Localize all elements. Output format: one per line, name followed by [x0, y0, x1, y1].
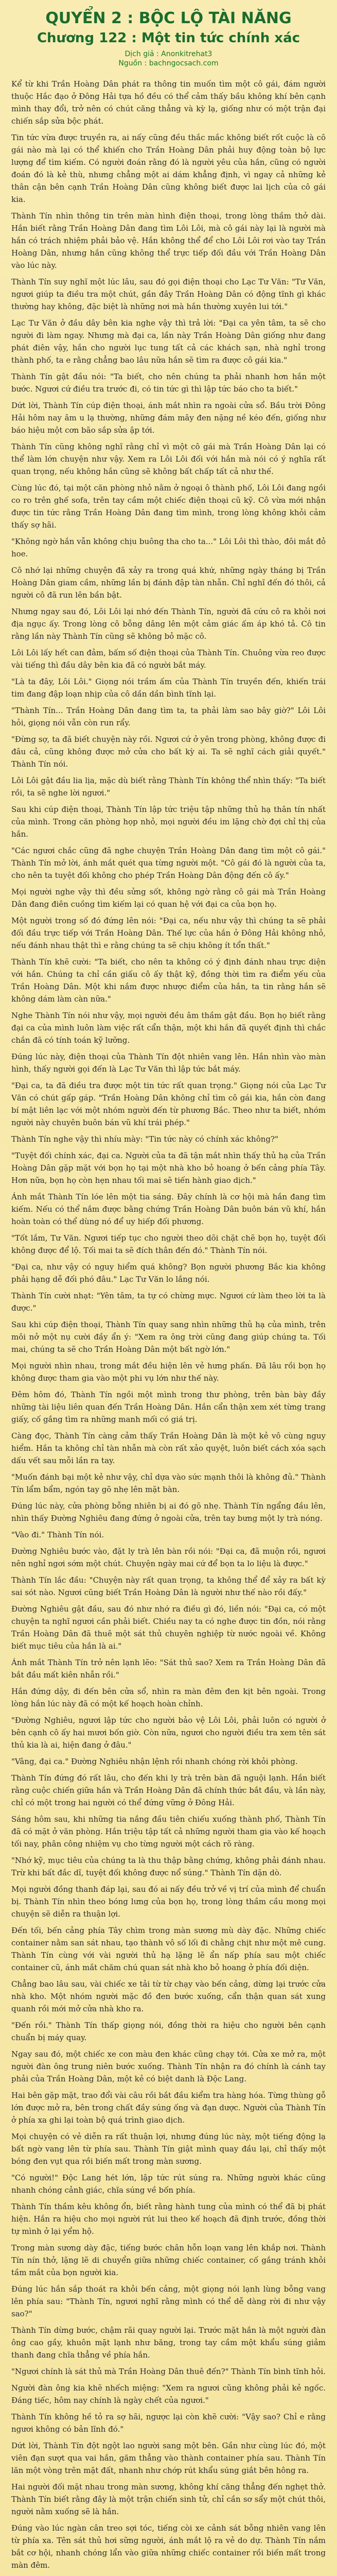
paragraph: Thành Tín không hề tỏ ra sợ hãi, ngược lại còn khẽ cười: "Vậy sao? Chỉ e rằng ngươi không có bản lĩnh đó.": [11, 2412, 326, 2434]
paragraph: "Đường Nghiêu, ngươi lập tức cho người bảo vệ Lôi Lôi, phải luôn có người ở bên cạnh cô ấy hai mươi bốn giờ. Còn nữa, ngươi cho người điều tra xem tên sát thủ kia là ai, hiện đang ở đâu.": [11, 1716, 326, 1750]
chapter-body: [0, 69, 337, 2576]
paragraph: Hắn đứng dậy, đi đến bên cửa sổ, nhìn ra màn đêm đen kịt bên ngoài. Trong lòng hắn lúc này đã có một kế hoạch hoàn chỉnh.: [11, 1687, 326, 1708]
chapter-title: Chương 122 : Một tin tức chính xác: [37, 30, 300, 46]
paragraph: Đúng vào lúc ngàn cân treo sợi tóc, tiếng còi xe cảnh sát bỗng nhiên vang lên từ phía xa. Tên sát thủ hơi sững người, ánh mắt lộ ra vẻ do dự. Thành Tín nắm bắt cơ hội, nhanh chóng lẩn vào giữa những chiếc container rồi biến mất trong màn đêm.: [11, 2523, 326, 2570]
paragraph: Đúng lúc hắn sắp thoát ra khỏi bến cảng, một giọng nói lạnh lùng bỗng vang lên phía sau: "Thành Tín, ngươi nghĩ rằng mình có thể dễ dàng rời đi như vậy sao?": [11, 2284, 326, 2318]
paragraph: "Các ngươi chắc cũng đã nghe chuyện Trần Hoàng Dân đang tìm một cô gái." Thành Tín mở lời, ánh mắt quét qua từng người một. "Cô gái đó là người của ta, cho nên ta tuyệt đối không cho phép Trần Hoàng Dân động đến cô ấy.": [11, 846, 326, 880]
paragraph: Ánh mắt Thành Tín trở nên lạnh lẽo: "Sát thủ sao? Xem ra Trần Hoàng Dân đã bắt đầu mất kiên nhẫn rồi.": [11, 1658, 326, 1680]
translator-credit: Dịch giả : Anonkitrehat3: [125, 50, 212, 58]
paragraph: Đường Nghiêu gật đầu, sau đó như nhớ ra điều gì đó, liền nói: "Đại ca, có một chuyện ta nghĩ ngươi cần phải biết. Chiều nay ta có nghe được tin đồn, nói rằng Trần Hoàng Dân đã thuê một sát thủ chuyên nghiệp từ nước ngoài về. Không biết mục tiêu của hắn là ai.": [11, 1604, 326, 1651]
paragraph: Một người trong số đó đứng lên nói: "Đại ca, nếu như vậy thì chúng ta sẽ phải đối đầu trực tiếp với Trần Hoàng Dân. Thế lực của hắn ở Đông Hải không nhỏ, nếu đánh nhau thật thì e rằng chúng ta sẽ chịu không ít tổn thất.": [11, 916, 326, 950]
paragraph: Mọi người nghe vậy thì đều sửng sốt, không ngờ rằng cô gái mà Trần Hoàng Dân đang điên cuồng tìm kiếm lại có quan hệ với đại ca của bọn họ.: [11, 887, 326, 909]
paragraph: "Thành Tín... Trần Hoàng Dân đang tìm ta, ta phải làm sao bây giờ?" Lôi Lôi hỏi, giọng nói vẫn còn run rẩy.: [11, 706, 326, 727]
paragraph: Thành Tín khẽ cười: "Ta biết, cho nên ta không có ý định đánh nhau trực diện với hắn. Chúng ta chỉ cần giấu cô ấy thật kỹ, đồng thời tìm ra điểm yếu của Trần Hoàng Dân. Một khi nắm được nhược điểm của hắn, ta tin rằng hắn sẽ không dám làm càn nữa.": [11, 957, 326, 1004]
paragraph: "Đại ca, như vậy có nguy hiểm quá không? Bọn người phương Bắc kia không phải hạng dễ đối phó đâu." Lạc Tư Văn lo lắng nói.: [11, 1262, 326, 1284]
paragraph: Đúng lúc này, điện thoại của Thành Tín đột nhiên vang lên. Hắn nhìn vào màn hình, thấy người gọi đến là Lạc Tư Văn thì lập tức bắt máy.: [11, 1052, 326, 1074]
paragraph: Người đàn ông kia khẽ nhếch miệng: "Xem ra ngươi cũng không phải kẻ ngốc. Đáng tiếc, hôm nay chính là ngày chết của ngươi.": [11, 2383, 326, 2405]
paragraph: Thành Tín dừng bước, chậm rãi quay người lại. Trước mặt hắn là một người đàn ông cao gầy, khuôn mặt lạnh như băng, trong tay cầm một khẩu súng giảm thanh đang chĩa thẳng về phía hắn.: [11, 2326, 326, 2360]
paragraph: "Đến rồi." Thành Tín thấp giọng nói, đồng thời ra hiệu cho người bên cạnh chuẩn bị máy quay.: [11, 2021, 326, 2042]
paragraph: Cùng lúc đó, tại một căn phòng nhỏ nằm ở ngoại ô thành phố, Lôi Lôi đang ngồi co ro trên ghế sofa, trên tay cầm một chiếc điện thoại cũ kỹ. Cô vừa mới nhận được tin tức rằng Trần Hoàng Dân đang tìm mình, trong lòng không khỏi cảm thấy sợ hãi.: [11, 483, 326, 530]
paragraph: Trong màn sương dày đặc, tiếng bước chân hỗn loạn vang lên khắp nơi. Thành Tín nín thở, lặng lẽ di chuyển giữa những chiếc container, cố gắng tránh khỏi tầm mắt của bọn người kia.: [11, 2243, 326, 2277]
paragraph: Tin tức vừa được truyền ra, ai nấy cũng đều thắc mắc không biết rốt cuộc là cô gái nào mà lại có thể khiến cho Trần Hoàng Dân phải huy động toàn bộ lực lượng để tìm kiếm. Có người đoán rằng đó là người yêu của hắn, cũng có người đoán đó là kẻ thù, nhưng chẳng một ai dám khẳng định, vì ngay cả những kẻ thân cận bên cạnh Trần Hoàng Dân cũng không biết được lai lịch của cô gái kia.: [11, 133, 326, 204]
paragraph: "Tuyệt đối chính xác, đại ca. Người của ta đã tận mắt nhìn thấy thủ hạ của Trần Hoàng Dân gặp mặt với bọn họ tại một nhà kho bỏ hoang ở bến cảng phía Tây. Hơn nữa, bọn họ còn hẹn nhau tối mai sẽ tiến hành giao dịch.": [11, 1151, 326, 1185]
paragraph: Thành Tín nghe vậy thì nhíu mày: "Tin tức này có chính xác không?": [11, 1134, 278, 1144]
paragraph: Đúng lúc này, cửa phòng bỗng nhiên bị ai đó gõ nhẹ. Thành Tín ngẩng đầu lên, nhìn thấy Đường Nghiêu đang đứng ở ngoài cửa, trên tay bưng một ly trà nóng.: [11, 1501, 326, 1523]
paragraph: Sau khi cúp điện thoại, Thành Tín lập tức triệu tập những thủ hạ thân tín nhất của mình. Trong căn phòng họp nhỏ, mọi người đều im lặng chờ đợi chỉ thị của hắn.: [11, 805, 326, 839]
paragraph: "Không ngờ hắn vẫn không chịu buông tha cho ta..." Lôi Lôi thì thào, đôi mắt đỏ hoe.: [11, 537, 326, 558]
paragraph: Thành Tín cũng không nghĩ rằng chỉ vì một cô gái mà Trần Hoàng Dân lại có thể làm lớn chuyện như vậy. Xem ra Lôi Lôi đối với hắn mà nói có ý nghĩa rất quan trọng, nếu không hắn cũng sẽ không bất chấp tất cả như thế.: [11, 442, 326, 476]
paragraph: Chẳng bao lâu sau, vài chiếc xe tải từ từ chạy vào bến cảng, dừng lại trước cửa nhà kho. Một nhóm người mặc đồ đen bước xuống, cẩn thận quan sát xung quanh rồi mới mở cửa nhà kho ra.: [11, 1979, 326, 2013]
paragraph: Đến tối, bến cảng phía Tây chìm trong màn sương mù dày đặc. Những chiếc container nằm san sát nhau, tạo thành vô số lối đi chằng chịt như một mê cung. Thành Tín cùng với vài người thủ hạ lặng lẽ ẩn nấp phía sau một chiếc container cũ, ánh mắt chăm chú quan sát nhà kho bỏ hoang ở phía đối diện.: [11, 1926, 326, 1972]
paragraph: "Nhớ kỹ, mục tiêu của chúng ta là thu thập bằng chứng, không phải đánh nhau. Trừ khi bất đắc dĩ, tuyệt đối không được nổ súng." Thành Tín dặn dò.: [11, 1856, 326, 1877]
paragraph: "Vâng, đại ca." Đường Nghiêu nhận lệnh rồi nhanh chóng rời khỏi phòng.: [11, 1757, 298, 1766]
paragraph: Càng đọc, Thành Tín càng cảm thấy Trần Hoàng Dân là một kẻ vô cùng nguy hiểm. Hắn ta không chỉ tàn nhẫn mà còn rất xảo quyệt, luôn biết cách xóa sạch dấu vết sau mỗi lần ra tay.: [11, 1431, 326, 1465]
paragraph: Hai bên gặp mặt, trao đổi vài câu rồi bắt đầu kiểm tra hàng hóa. Từng thùng gỗ lớn được mở ra, bên trong chất đầy súng ống và đạn dược. Người của Thành Tín ở phía xa ghi lại toàn bộ quá trình giao dịch.: [11, 2091, 326, 2125]
paragraph: Kể từ khi Trần Hoàng Dân phát ra thông tin muốn tìm một cô gái, đám người thuộc Hắc đạo ở Đông Hải tựa hồ đều có thể cảm thấy bầu không khí bên cạnh mình thay đổi, trở nên có chút căng thẳng và kỳ lạ, giống như có một trận đại chiến sắp sửa bộc phát.: [11, 79, 326, 126]
paragraph: "Ngươi chính là sát thủ mà Trần Hoàng Dân thuê đến?" Thành Tín bình tĩnh hỏi.: [11, 2367, 326, 2376]
paragraph: "Muốn đánh bại một kẻ như vậy, chỉ dựa vào sức mạnh thôi là không đủ." Thành Tín lẩm bẩm, ngón tay gõ nhẹ lên mặt bàn.: [11, 1472, 326, 1494]
paragraph: Mọi người nhìn nhau, trong mắt đều hiện lên vẻ hưng phấn. Đã lâu rồi bọn họ không được tham gia vào một phi vụ lớn như thế này.: [11, 1361, 326, 1383]
paragraph: Thành Tín cười nhạt: "Yên tâm, ta tự có chừng mực. Ngươi cứ làm theo lời ta là được.": [11, 1291, 326, 1313]
paragraph: Đêm hôm đó, Thành Tín ngồi một mình trong thư phòng, trên bàn bày đầy những tài liệu liên quan đến Trần Hoàng Dân. Hắn cẩn thận xem xét từng trang giấy, cố gắng tìm ra những manh mối có giá trị.: [11, 1390, 326, 1424]
paragraph: Ngay sau đó, một chiếc xe con màu đen khác cũng chạy tới. Cửa xe mở ra, một người đàn ông trung niên bước xuống. Thành Tín nhận ra đó chính là cánh tay phải của Trần Hoàng Dân, một kẻ có biệt danh là Độc Lang.: [11, 2049, 326, 2083]
paragraph: Đường Nghiêu bước vào, đặt ly trà lên bàn rồi nói: "Đại ca, đã muộn rồi, ngươi nên nghỉ ngơi sớm một chút. Chuyện ngày mai cứ để bọn ta lo liệu là được.": [11, 1547, 326, 1568]
paragraph: Thành Tín gật đầu nói: "Ta biết, cho nên chúng ta phải nhanh hơn hắn một bước. Ngươi cứ điều tra trước đi, có tin tức gì thì lập tức báo cho ta biết.": [11, 372, 326, 394]
paragraph: "Là ta đây, Lôi Lôi." Giọng nói trầm ấm của Thành Tín truyền đến, khiến trái tim đang đập loạn nhịp của cô dần dần bình tĩnh lại.: [11, 677, 326, 699]
paragraph: Mọi chuyện có vẻ diễn ra rất thuận lợi, nhưng đúng lúc này, một tiếng động lạ bất ngờ vang lên từ phía sau. Thành Tín giật mình quay đầu lại, chỉ thấy một bóng đen vụt qua rồi biến mất trong màn sương.: [11, 2132, 326, 2166]
paragraph: Thành Tín suy nghĩ một lúc lâu, sau đó gọi điện thoại cho Lạc Tư Văn: "Tư Văn, ngươi giúp ta điều tra một chút, gần đây Trần Hoàng Dân có động tĩnh gì khác thường hay không, đặc biệt là những nơi mà hắn thường xuyên lui tới.": [11, 277, 326, 311]
paragraph: "Đừng sợ, ta đã biết chuyện này rồi. Ngươi cứ ở yên trong phòng, không được đi đâu cả, cũng không được mở cửa cho bất kỳ ai. Ta sẽ nghĩ cách giải quyết." Thành Tín nói.: [11, 735, 326, 769]
paragraph: Ánh mắt Thành Tín lóe lên một tia sáng. Đây chính là cơ hội mà hắn đang tìm kiếm. Nếu có thể nắm được bằng chứng Trần Hoàng Dân buôn bán vũ khí, hắn hoàn toàn có thể dùng nó để uy hiếp đối phương.: [11, 1192, 326, 1226]
paragraph: Hai người đối mặt nhau trong màn sương, không khí căng thẳng đến nghẹt thở. Thành Tín biết rằng đây là một trận chiến sinh tử, chỉ cần sơ sẩy một chút thôi, người nằm xuống sẽ là hắn.: [11, 2482, 326, 2516]
paragraph: Mọi người đồng thanh đáp lại, sau đó ai nấy đều trở về vị trí của mình để chuẩn bị. Thành Tín nhìn theo bóng lưng của bọn họ, trong lòng thầm cầu mong mọi chuyện sẽ diễn ra thuận lợi.: [11, 1885, 326, 1919]
paragraph: Sau khi cúp điện thoại, Thành Tín quay sang nhìn những thủ hạ của mình, trên môi nở một nụ cười đầy ẩn ý: "Xem ra ông trời cũng đang giúp chúng ta. Tối mai, chúng ta sẽ cho Trần Hoàng Dân một bất ngờ lớn.": [11, 1320, 326, 1354]
source-credit: Nguồn : bachngocsach.com: [118, 59, 219, 67]
paragraph: Nghe Thành Tín nói như vậy, mọi người đều âm thầm gật đầu. Bọn họ biết rằng đại ca của mình luôn làm việc rất cẩn thận, một khi hắn đã quyết định thì chắc chắn đã có tính toán kỹ lưỡng.: [11, 1011, 326, 1045]
paragraph: Sáng hôm sau, khi những tia nắng đầu tiên chiếu xuống thành phố, Thành Tín đã có mặt ở văn phòng. Hắn triệu tập tất cả những người tham gia vào kế hoạch tối nay, phân công nhiệm vụ cho từng người một cách rõ ràng.: [11, 1815, 326, 1849]
paragraph: Thành Tín lắc đầu: "Chuyện này rất quan trọng, ta không thể để xảy ra bất kỳ sai sót nào. Ngươi cũng biết Trần Hoàng Dân là người như thế nào rồi đấy.": [11, 1575, 326, 1597]
paragraph: Lạc Tư Văn ở đầu dây bên kia nghe vậy thì trả lời: "Đại ca yên tâm, ta sẽ cho người đi làm ngay. Nhưng mà đại ca, lần này Trần Hoàng Dân giống như đang phát điên vậy, hắn cho người lục tung tất cả các khách sạn, nhà nghỉ trong thành phố, ta e rằng chẳng bao lâu nữa hắn sẽ tìm ra được cô gái kia.": [11, 318, 326, 365]
paragraph: Lôi Lôi lấy hết can đảm, bấm số điện thoại của Thành Tín. Chuông vừa reo được vài tiếng thì đầu dây bên kia đã có người bắt máy.: [11, 648, 326, 670]
paragraph: Lôi Lôi gật đầu lia lịa, mặc dù biết rằng Thành Tín không thể nhìn thấy: "Ta biết rồi, ta sẽ nghe lời ngươi.": [11, 776, 326, 798]
paragraph: "Tốt lắm, Tư Văn. Ngươi tiếp tục cho người theo dõi chặt chẽ bọn họ, tuyệt đối không được để lộ. Tối mai ta sẽ đích thân đến đó." Thành Tín nói.: [11, 1233, 326, 1255]
paragraph: Thành Tín thầm kêu không ổn, biết rằng hành tung của mình có thể đã bị phát hiện. Hắn ra hiệu cho mọi người rút lui theo kế hoạch đã định trước, đồng thời tự mình ở lại yểm hộ.: [11, 2202, 326, 2236]
paragraph: Nhưng ngay sau đó, Lôi Lôi lại nhớ đến Thành Tín, người đã cứu cô ra khỏi nơi địa ngục ấy. Trong lòng cô bỗng dâng lên một cảm giác ấm áp khó tả. Cô tin rằng lần này Thành Tín cũng sẽ không bỏ mặc cô.: [11, 607, 326, 641]
chapter-header: [0, 0, 337, 67]
paragraph: "Có người!" Độc Lang hét lớn, lập tức rút súng ra. Những người khác cũng nhanh chóng cảnh giác, chĩa súng về bốn phía.: [11, 2173, 326, 2195]
paragraph: Thành Tín nhìn thông tin trên màn hình điện thoại, trong lòng thầm thở dài. Hắn biết rằng Trần Hoàng Dân đang tìm Lôi Lôi, mà cô gái này lại là người mà hắn có trách nhiệm phải bảo vệ. Hắn không thể để cho Lôi Lôi rơi vào tay Trần Hoàng Dân, nhưng hắn cũng không thể trực tiếp đối đầu với Trần Hoàng Dân vào lúc này.: [11, 211, 326, 270]
paragraph: "Đại ca, ta đã điều tra được một tin tức rất quan trọng." Giọng nói của Lạc Tư Văn có chút gấp gáp. "Trần Hoàng Dân không chỉ tìm cô gái kia, hắn còn đang bí mật liên lạc với một nhóm người đến từ phương Bắc. Theo như ta biết, nhóm người này chuyên buôn bán vũ khí trái phép.": [11, 1081, 326, 1127]
paragraph: Cô nhớ lại những chuyện đã xảy ra trong quá khứ, những ngày tháng bị Trần Hoàng Dân giam cầm, những lần bị đánh đập tàn nhẫn. Chỉ nghĩ đến đó thôi, cả người cô đã run lên bần bật.: [11, 566, 326, 600]
paragraph: Thành Tín đứng đó rất lâu, cho đến khi ly trà trên bàn đã nguội lạnh. Hắn biết rằng cuộc chiến giữa hắn và Trần Hoàng Dân đã chính thức bắt đầu, và lần này, chỉ có một trong hai người có thể đứng vững ở Đông Hải.: [11, 1773, 326, 1807]
paragraph: Dứt lời, Thành Tín cúp điện thoại, ánh mắt nhìn ra ngoài cửa sổ. Bầu trời Đông Hải hôm nay âm u lạ thường, những đám mây đen nặng nề kéo đến, giống như báo hiệu một cơn bão sắp sửa ập tới.: [11, 401, 326, 435]
book-title: QUYỂN 2 : BỘC LỘ TÀI NĂNG: [45, 9, 292, 27]
paragraph: "Vào đi." Thành Tín nói.: [11, 1530, 104, 1539]
paragraph: Dứt lời, Thành Tín đột ngột lao người sang một bên. Gần như cùng lúc đó, một viên đạn sượt qua vai hắn, găm thẳng vào thành container phía sau. Thành Tín lăn một vòng trên mặt đất, nhanh như chớp rút khẩu súng giắt bên hông ra.: [11, 2441, 326, 2475]
